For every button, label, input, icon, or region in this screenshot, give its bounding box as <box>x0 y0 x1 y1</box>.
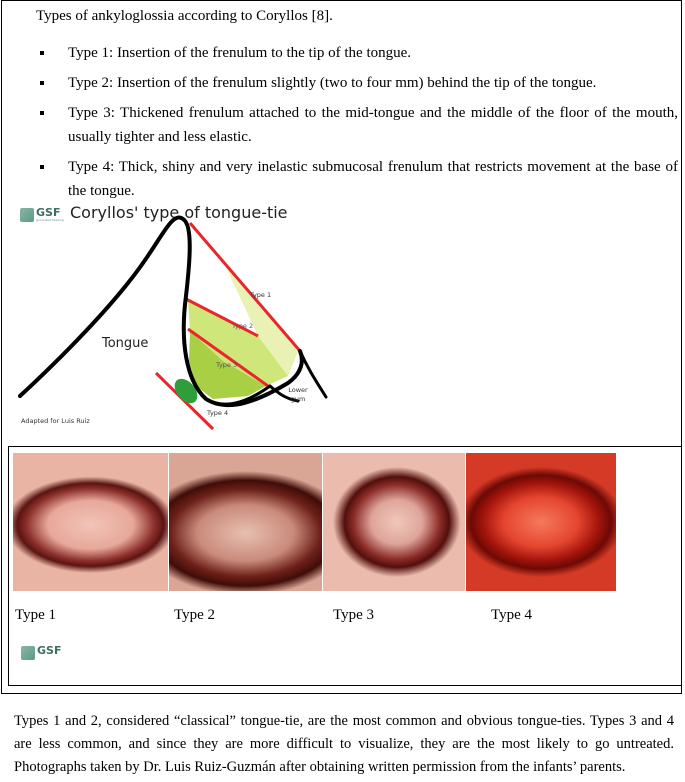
gsf-logo-text: GSF <box>36 206 61 219</box>
type-3-text: Type 3: Thickened frenulum attached to the mid-tongue and the middle of the floor of the mouth, usually tighter and less elastic. <box>68 105 678 145</box>
type-1-text: Type 1: Insertion of the frenulum to the tip of the tongue. <box>68 45 412 61</box>
type-list <box>38 41 678 209</box>
figure-footnote: Types 1 and 2, considered “classical” tongue-tie, are the most common and obvious tongue-ties. Types 3 and 4 are less common, and since they are more difficult to visualize, they are the most likely to go untreated. Photographs taken by Dr. Luis Ruiz-Guzmán after obtaining written permission from the infants’ parents. <box>14 713 674 775</box>
gsf-logo-text: GSF <box>37 644 62 657</box>
photo-label-type-4: Type 4 <box>491 607 533 623</box>
photo-type-4 <box>466 453 616 591</box>
photo-panel <box>8 446 682 686</box>
photo-type-2 <box>169 453 322 591</box>
figure-frame <box>1 0 682 694</box>
photo-type-3 <box>323 453 465 591</box>
type-3-label: Type 3 <box>216 361 238 369</box>
photo-gsf-logo <box>21 645 67 661</box>
bullet-square-icon <box>40 81 44 85</box>
bullet-square-icon <box>40 51 44 55</box>
figure-caption: Types of ankyloglossia according to Coryllos [8]. <box>36 8 333 24</box>
type-item <box>38 155 678 203</box>
type-item <box>38 101 678 149</box>
type-4-text: Type 4: Thick, shiny and very inelastic submucosal frenulum that restricts movement at the base of the tongue. <box>68 159 678 199</box>
type-4-label: Type 4 <box>207 409 229 417</box>
photo-label-type-1: Type 1 <box>15 607 57 623</box>
type-item <box>38 71 678 95</box>
coryllos-diagram <box>18 201 348 441</box>
tongue-label: Tongue <box>102 336 149 351</box>
lower-gum-label: Lower gum <box>288 386 308 403</box>
photo-label-type-2: Type 2 <box>174 607 216 623</box>
photo-label-type-3: Type 3 <box>333 607 375 623</box>
diagram-credit: Adapted for Luis Ruiz <box>21 417 90 425</box>
tongue-diagram-svg <box>18 201 348 441</box>
diagram-title: Coryllos' type of tongue-tie <box>70 203 288 222</box>
type-2-label: Type 2 <box>232 322 254 330</box>
gsf-logo-icon <box>21 646 35 660</box>
photo-type-1 <box>13 453 168 591</box>
bullet-square-icon <box>40 165 44 169</box>
bullet-square-icon <box>40 111 44 115</box>
gsf-logo-subtitle: good start feeding <box>36 218 64 222</box>
type-item <box>38 41 678 65</box>
type-2-text: Type 2: Insertion of the frenulum slightly (two to four mm) behind the tip of the tongue. <box>68 75 597 91</box>
type-1-label: Type 1 <box>250 291 272 299</box>
